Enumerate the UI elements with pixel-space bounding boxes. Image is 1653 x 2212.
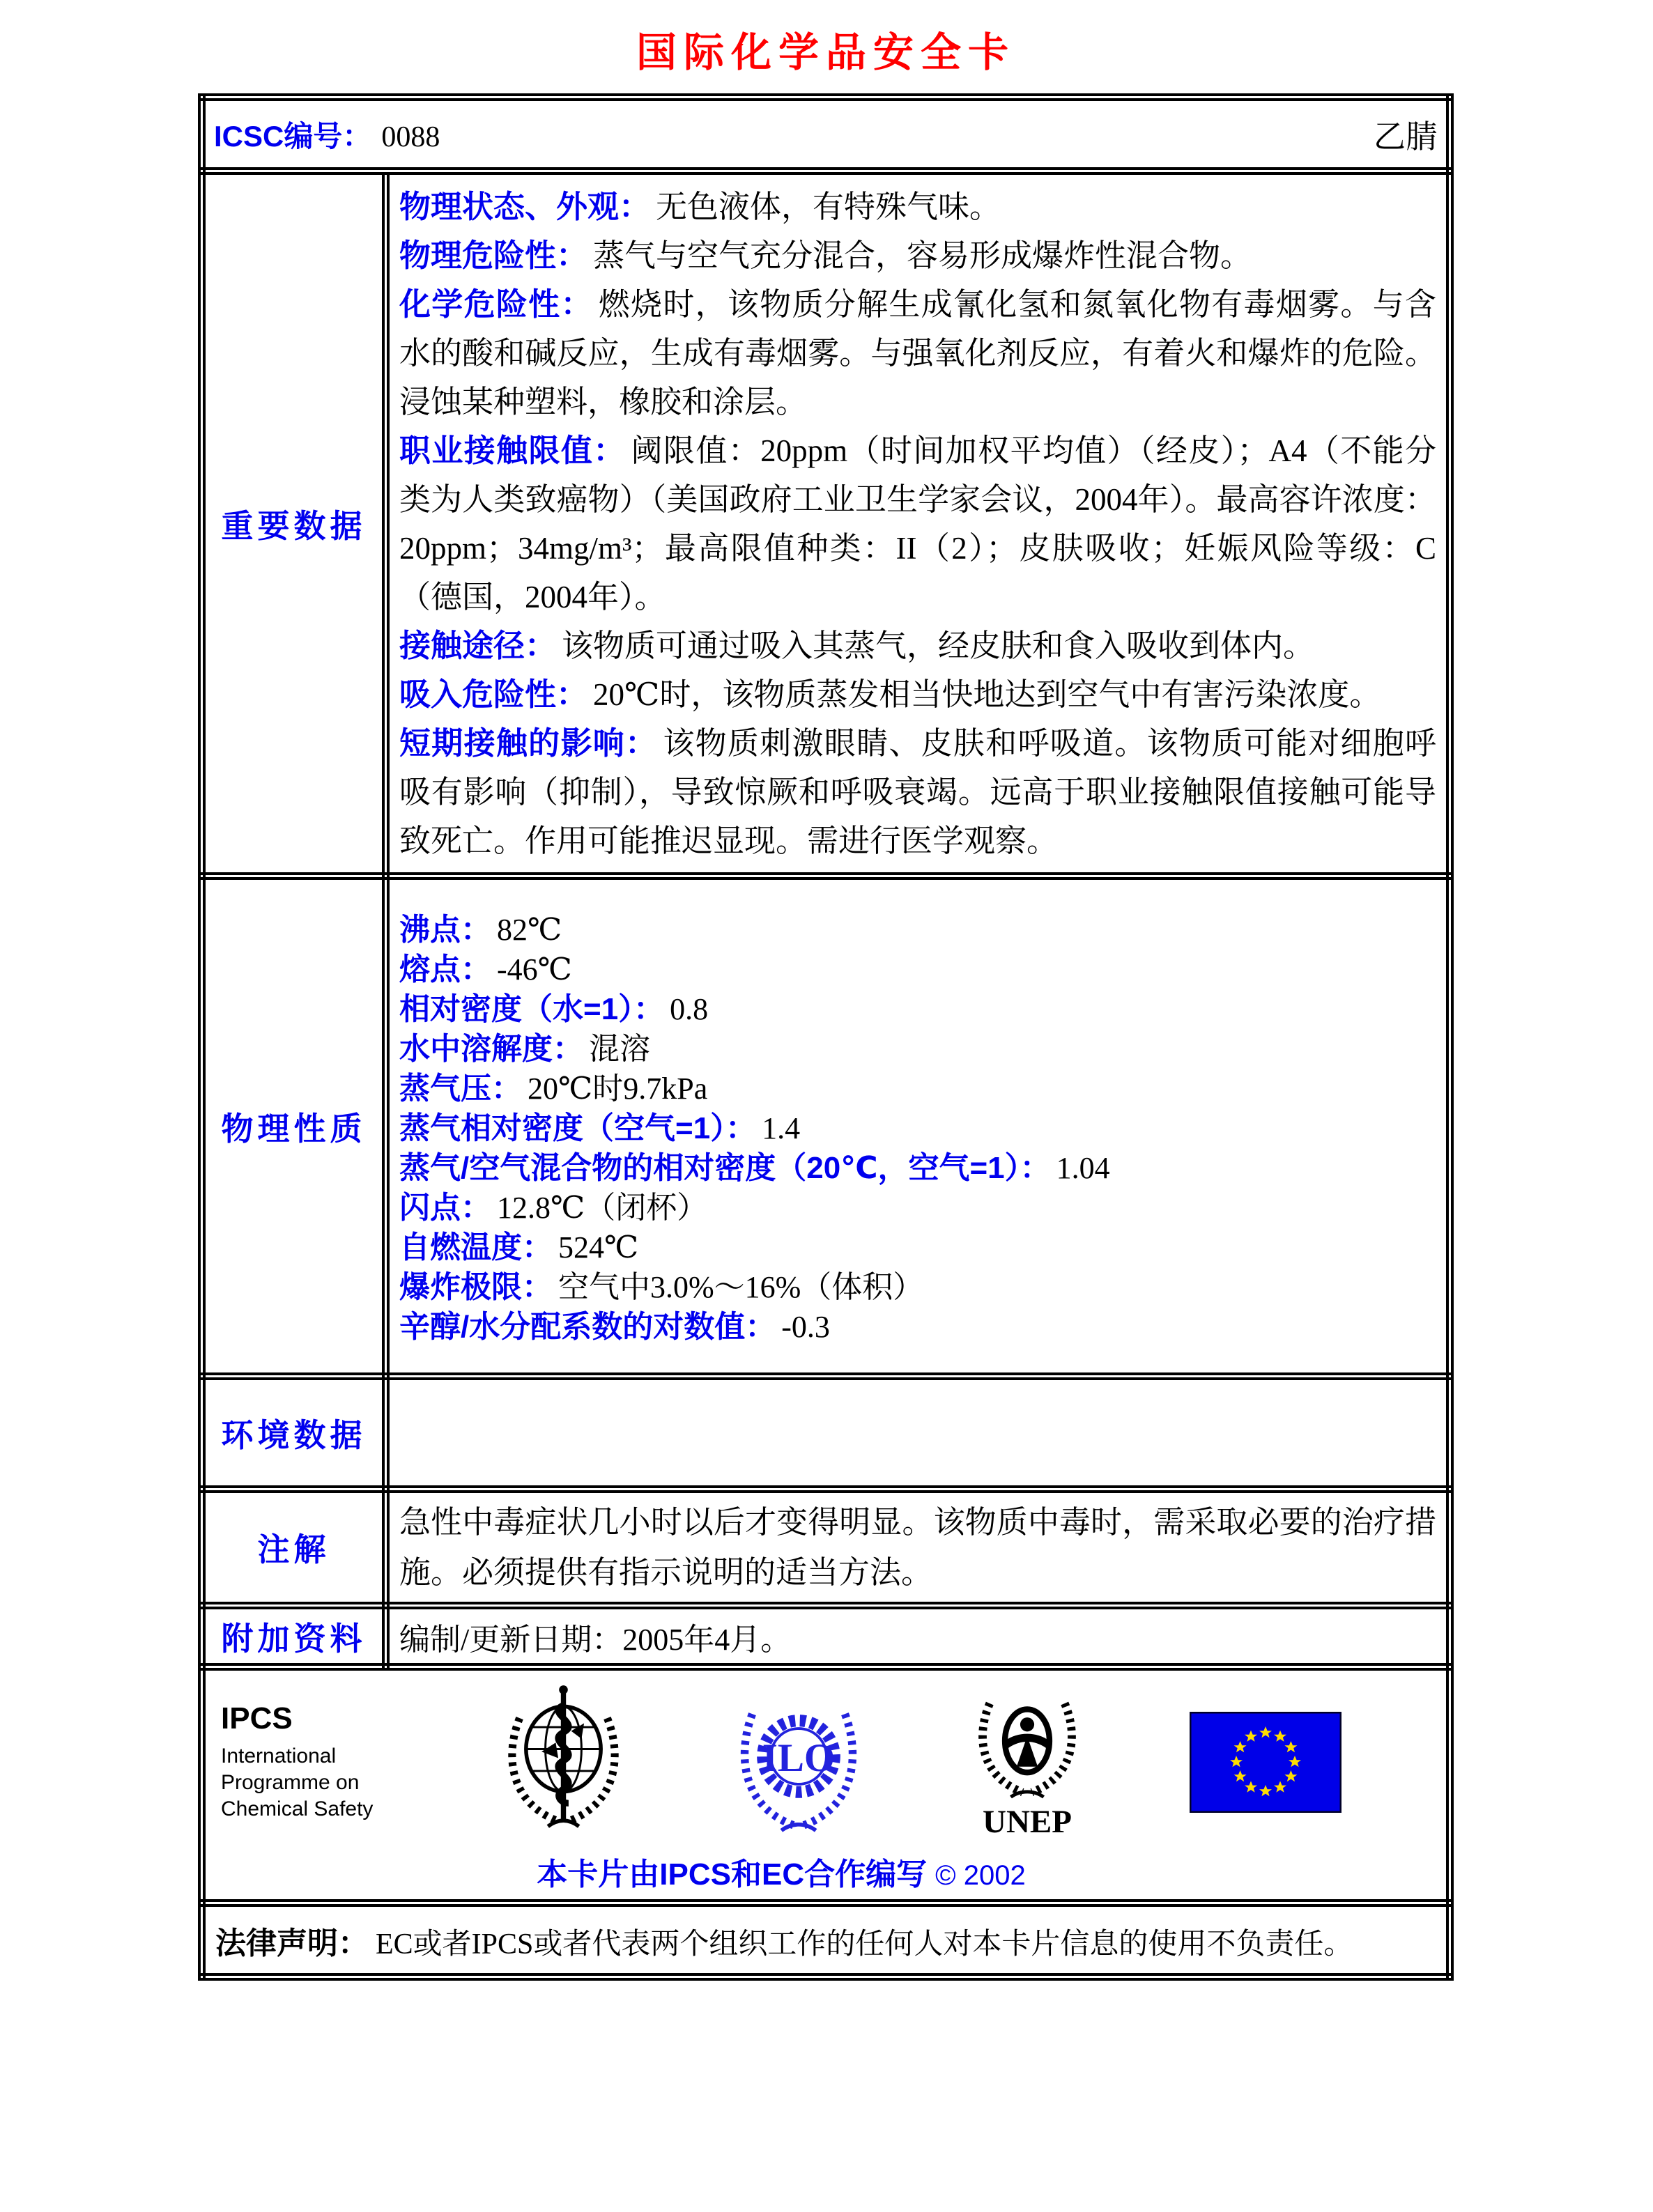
important-data-item xyxy=(399,280,1436,426)
environmental-data-content xyxy=(386,1377,1450,1490)
item-text: 82℃ xyxy=(497,913,562,947)
section-label-additional-info: 附加资料 xyxy=(202,1606,386,1667)
physical-property-item xyxy=(399,1188,1436,1228)
physical-property-item xyxy=(399,989,1436,1029)
item-text: 20℃时9.7kPa xyxy=(528,1072,708,1106)
section-label-environmental-data: 环境数据 xyxy=(202,1377,386,1490)
physical-property-item xyxy=(399,1108,1436,1148)
important-data-item xyxy=(399,670,1436,719)
item-text: 524℃ xyxy=(558,1230,639,1264)
item-text: 0.8 xyxy=(670,992,709,1026)
icsc-number-label: ICSC编号： xyxy=(214,119,372,153)
item-text: -46℃ xyxy=(497,952,572,987)
page-title: 国际化学品安全卡 xyxy=(636,30,1015,75)
legal-notice xyxy=(202,1903,1450,1977)
legal-notice-text: EC或者IPCS或者代表两个组织工作的任何人对本卡片信息的使用不负责任。 xyxy=(376,1928,1353,1960)
item-text: -0.3 xyxy=(781,1310,830,1344)
item-text: 1.4 xyxy=(762,1111,801,1145)
important-data-content xyxy=(386,171,1450,876)
item-label: 接触途径： xyxy=(399,627,557,663)
unep-emblem-icon xyxy=(969,1685,1086,1839)
item-text: 混溶 xyxy=(589,1032,650,1066)
section-label-physical-properties: 物理性质 xyxy=(202,876,386,1377)
item-label: 闪点： xyxy=(399,1191,491,1225)
physical-property-item xyxy=(399,1267,1436,1307)
additional-info-content: 编制/更新日期：2005年4月。 xyxy=(386,1606,1450,1667)
item-label: 化学危险性： xyxy=(399,286,593,322)
item-text: 阈限值：20ppm（时间加权平均值）（经皮）；A4（不能分类为人类致癌物）（美国政府工业卫生学家会议，2004年）。最高容许浓度：20ppm；34mg/m³；最高限值种类：II（2）；皮肤吸收；妊娠风险等级：C（德国，2004年）。 xyxy=(399,433,1436,614)
item-label: 辛醇/水分配系数的对数值： xyxy=(399,1310,776,1344)
physical-property-item xyxy=(399,1228,1436,1267)
item-label: 相对密度（水=1）： xyxy=(399,992,665,1026)
ipcs-acronym: IPCS xyxy=(221,1701,293,1735)
icsc-card-table xyxy=(198,93,1454,1981)
important-data-item xyxy=(399,183,1436,231)
item-text: 该物质可通过吸入其蒸气，经皮肤和食入吸收到体内。 xyxy=(562,628,1315,663)
important-data-item xyxy=(399,719,1436,865)
ilo-emblem-icon xyxy=(732,1687,865,1837)
item-label: 熔点： xyxy=(399,952,491,987)
item-label: 蒸气/空气混合物的相对密度（20℃，空气=1）： xyxy=(399,1151,1051,1185)
physical-property-item xyxy=(399,910,1436,950)
item-label: 蒸气压： xyxy=(399,1072,522,1106)
physical-property-item xyxy=(399,950,1436,989)
cooperation-tagline: 本卡片由IPCS和EC合作编写 © 2002 xyxy=(537,1857,1026,1892)
physical-property-item xyxy=(399,1307,1436,1347)
item-label: 吸入危险性： xyxy=(399,676,588,712)
eu-flag-icon xyxy=(1190,1712,1341,1813)
important-data-item xyxy=(399,621,1436,670)
item-text: 蒸气与空气充分混合，容易形成爆炸性混合物。 xyxy=(593,238,1252,273)
item-label: 物理状态、外观： xyxy=(399,188,651,224)
important-data-item xyxy=(399,231,1436,280)
item-label: 沸点： xyxy=(399,913,491,947)
section-label-notes: 注解 xyxy=(202,1490,386,1606)
legal-notice-label: 法律声明： xyxy=(215,1926,369,1960)
logos-row xyxy=(202,1667,1450,1903)
ipcs-logo: IPCS International Programme on Chemical Safety xyxy=(221,1701,395,1823)
physical-property-item xyxy=(399,1148,1436,1188)
chemical-name: 乙腈 xyxy=(1374,118,1438,155)
item-label: 爆炸极限： xyxy=(399,1270,553,1304)
section-label-important-data: 重要数据 xyxy=(202,171,386,876)
who-emblem-icon xyxy=(499,1685,628,1839)
item-text: 燃烧时，该物质分解生成氰化氢和氮氧化物有毒烟雾。与含水的酸和碱反应，生成有毒烟雾。与强氧化剂反应，有着火和爆炸的危险。浸蚀某种塑料，橡胶和涂层。 xyxy=(399,286,1436,419)
notes-content: 急性中毒症状几小时以后才变得明显。该物质中毒时，需采取必要的治疗措施。必须提供有指示说明的适当方法。 xyxy=(386,1490,1450,1606)
item-label: 物理危险性： xyxy=(399,237,588,273)
copyright-text: © 2002 xyxy=(935,1860,1026,1891)
ilo-text: ILO xyxy=(762,1735,835,1780)
unep-text: UNEP xyxy=(982,1803,1072,1839)
item-label: 自燃温度： xyxy=(399,1230,553,1264)
physical-properties-content xyxy=(386,876,1450,1377)
item-label: 短期接触的影响： xyxy=(399,725,658,761)
item-text: 空气中3.0%～16%（体积） xyxy=(558,1270,924,1304)
item-label: 蒸气相对密度（空气=1）： xyxy=(399,1111,757,1145)
physical-property-item xyxy=(399,1069,1436,1108)
item-label: 职业接触限值： xyxy=(399,432,626,468)
item-text: 无色液体，有特殊气味。 xyxy=(656,189,1001,224)
icsc-number-field xyxy=(214,114,440,155)
item-label: 水中溶解度： xyxy=(399,1032,583,1066)
icsc-number-value: 0088 xyxy=(381,121,440,153)
card-header-row xyxy=(202,98,1450,171)
important-data-item xyxy=(399,426,1436,621)
item-text: 1.04 xyxy=(1056,1151,1110,1185)
item-text: 12.8℃（闭杯） xyxy=(497,1191,708,1225)
physical-property-item xyxy=(399,1029,1436,1069)
item-text: 该物质刺激眼睛、皮肤和呼吸道。该物质可能对细胞呼吸有影响（抑制），导致惊厥和呼吸衰竭。远高于职业接触限值接触可能导致死亡。作用可能推迟显现。需进行医学观察。 xyxy=(399,725,1436,858)
item-text: 20℃时，该物质蒸发相当快地达到空气中有害污染浓度。 xyxy=(593,676,1381,712)
